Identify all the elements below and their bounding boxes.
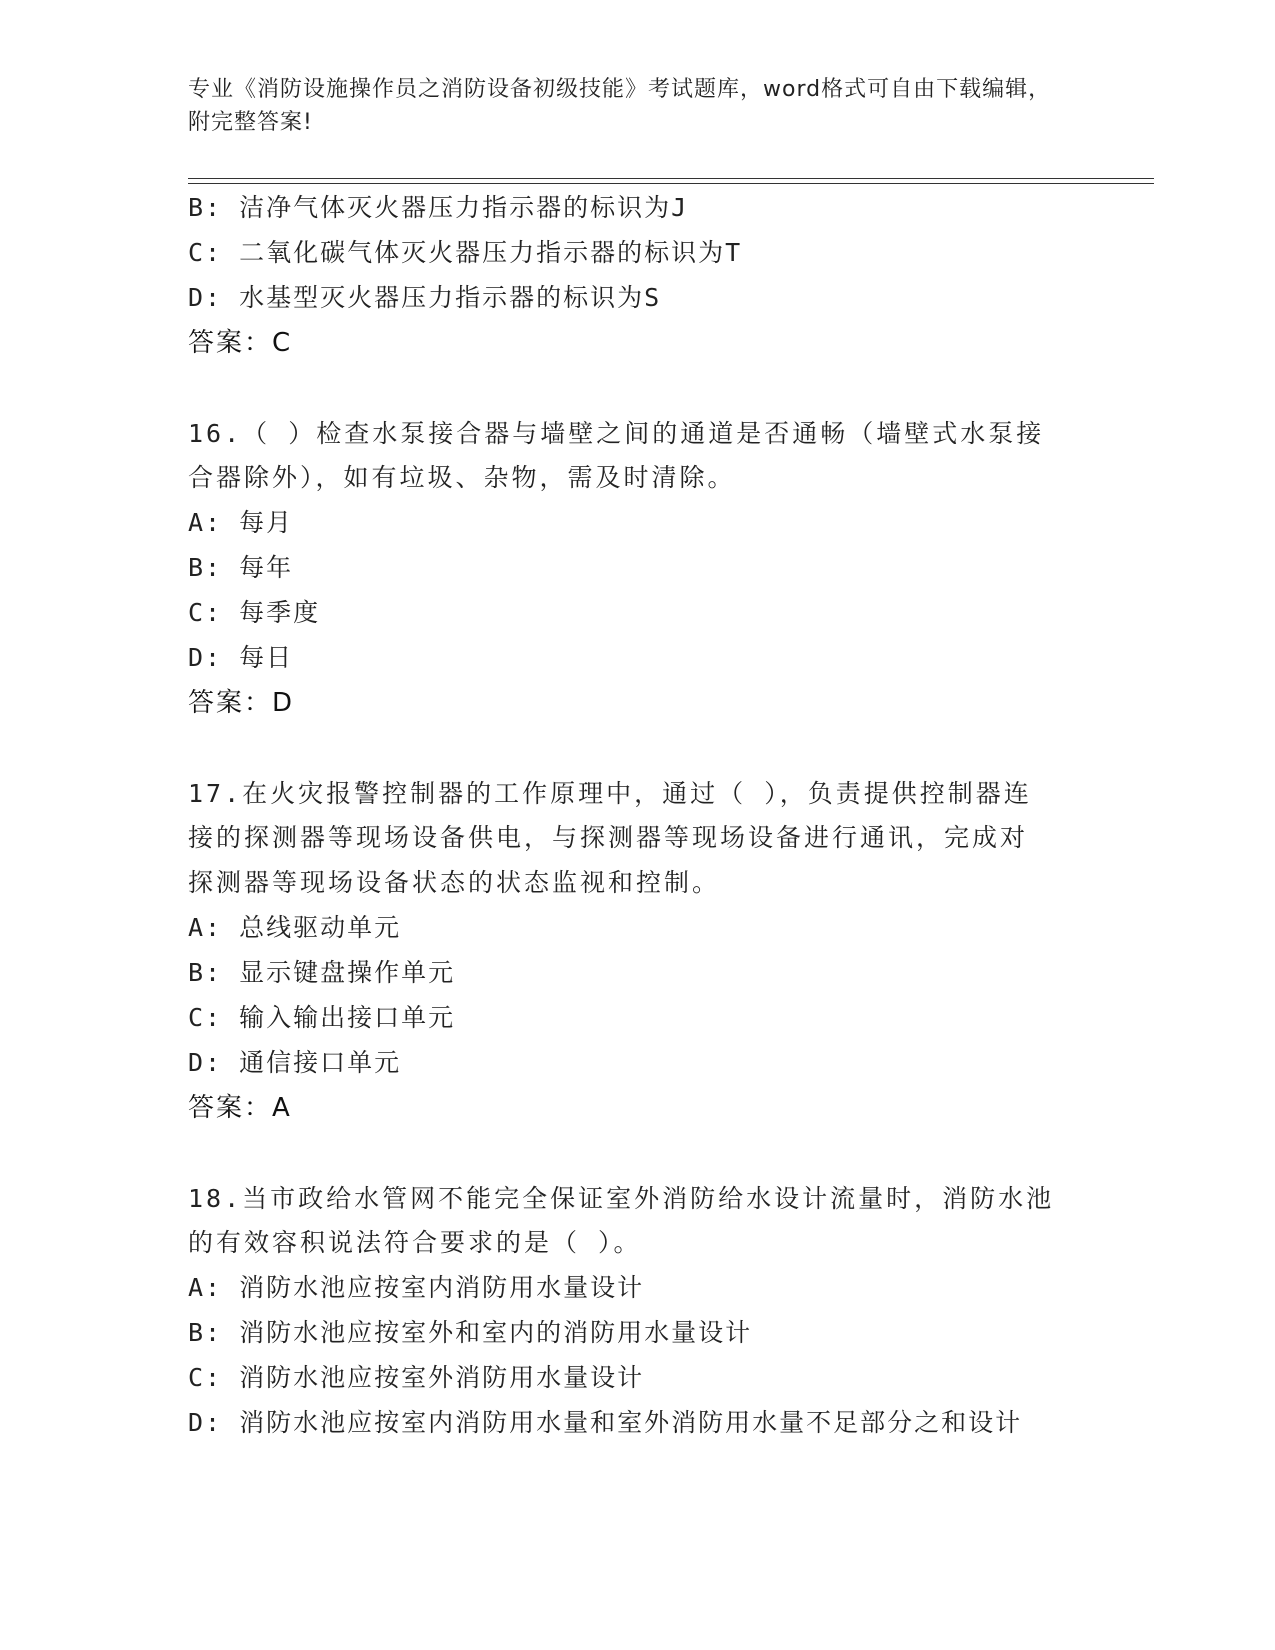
q15-option-b: B: 洁净气体灭火器压力指示器的标识为J	[188, 193, 689, 222]
q17-question-line-1: 17.在火灾报警控制器的工作原理中，通过（ ），负责提供控制器连	[188, 779, 1032, 808]
q16-option-c: C: 每季度	[188, 598, 321, 627]
q17-option-d: D: 通信接口单元	[188, 1048, 402, 1077]
document-header: 专业《消防设施操作员之消防设备初级技能》考试题库，word格式可自由下载编辑，附完整答案!	[188, 77, 1052, 135]
q18-option-a: A: 消防水池应按室内消防用水量设计	[188, 1273, 645, 1302]
q16-question-line-1: 16.（ ）检查水泵接合器与墙壁之间的通道是否通畅（墙壁式水泵接	[188, 419, 1045, 448]
q17-answer: 答案：A	[188, 1093, 292, 1123]
q16-answer: 答案：D	[188, 688, 295, 718]
q16-option-b: B: 每年	[188, 553, 294, 582]
q15-answer: 答案：C	[188, 328, 293, 358]
q17-option-a: A: 总线驱动单元	[188, 913, 402, 942]
q18-option-c: C: 消防水池应按室外消防用水量设计	[188, 1363, 645, 1392]
q18-option-b: B: 消防水池应按室外和室内的消防用水量设计	[188, 1318, 753, 1347]
q15-option-d: D: 水基型灭火器压力指示器的标识为S	[188, 283, 662, 312]
q18-question-line-1: 18.当市政给水管网不能完全保证室外消防给水设计流量时，消防水池	[188, 1184, 1055, 1213]
q17-option-c: C: 输入输出接口单元	[188, 1003, 456, 1032]
q16-option-d: D: 每日	[188, 643, 294, 672]
q18-question-line-2: 的有效容积说法符合要求的是（ ）。	[188, 1228, 642, 1257]
header-divider	[188, 178, 1154, 179]
q16-option-a: A: 每月	[188, 508, 294, 537]
q17-question-line-3: 探测器等现场设备状态的状态监视和控制。	[188, 868, 721, 897]
q17-question-line-2: 接的探测器等现场设备供电，与探测器等现场设备进行通讯，完成对	[188, 823, 1029, 852]
q16-question-line-2: 合器除外），如有垃圾、杂物，需及时清除。	[188, 463, 736, 492]
q17-option-b: B: 显示键盘操作单元	[188, 958, 456, 987]
q18-option-d: D: 消防水池应按室内消防用水量和室外消防用水量不足部分之和设计	[188, 1408, 1023, 1437]
header-divider-secondary	[188, 183, 1154, 184]
q15-option-c: C: 二氧化碳气体灭火器压力指示器的标识为T	[188, 238, 743, 267]
